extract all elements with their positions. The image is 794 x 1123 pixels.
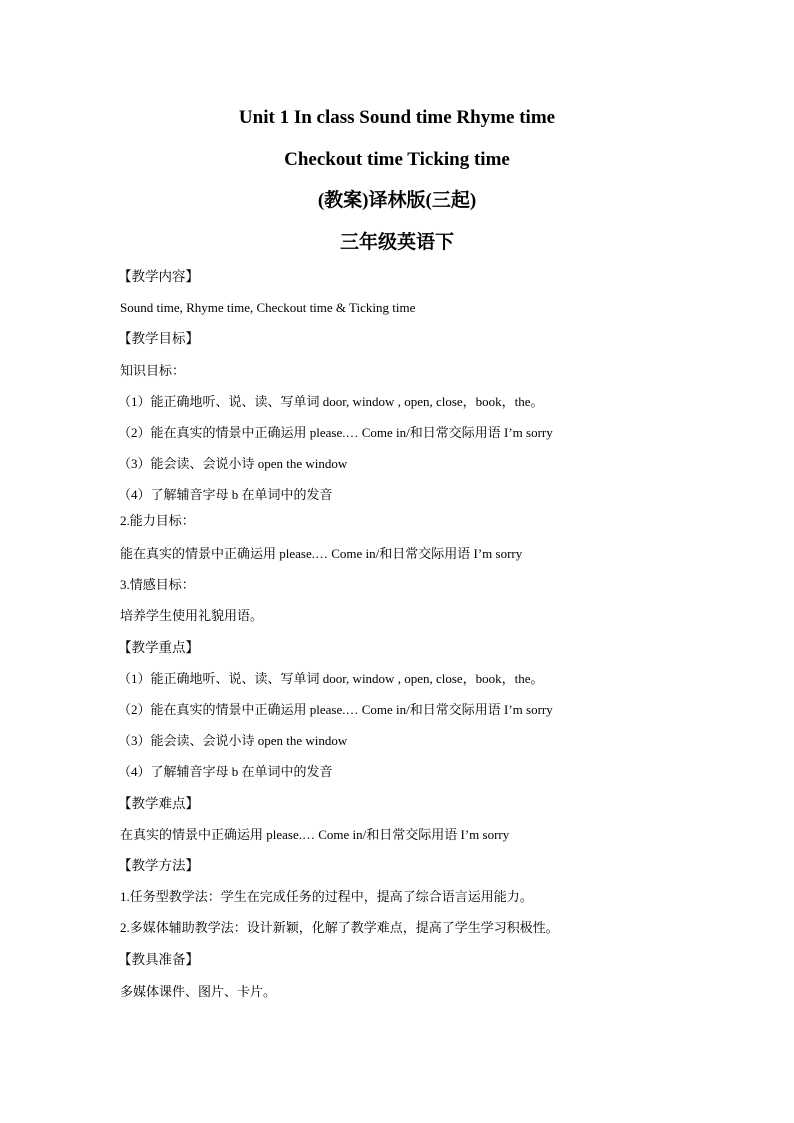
title-line-4: 三年级英语下 [339,232,454,253]
title-line-1: Unit 1 In class Sound time Rhyme time [238,107,556,128]
method-item: 1.任务型教学法：学生在完成任务的过程中，提高了综合语言运用能力。 [120,889,533,904]
content-text: Sound time, Rhyme time, Checkout time & Ticking time [120,300,416,315]
keypoints-item: （2）能在真实的情景中正确运用 please.… Come in/和日常交际用语 I’m sorry [118,702,553,717]
knowledge-item: （4）了解辅音字母 b 在单词中的发音 [118,487,333,502]
keypoints-heading: 【教学重点】 [118,640,199,655]
ability-label: 2.能力目标： [120,513,195,528]
keypoints-item: （4）了解辅音字母 b 在单词中的发音 [118,764,333,779]
knowledge-label: 知识目标： [120,363,186,378]
title-line-3: (教案)译林版(三起) [317,190,477,211]
knowledge-item: （3）能会读、会说小诗 open the window [118,456,348,471]
method-heading: 【教学方法】 [118,858,199,873]
keypoints-item: （1）能正确地听、说、读、写单词 door, window , open, close，book，the。 [118,671,544,686]
emotion-text: 培养学生使用礼貌用语。 [120,608,264,623]
ability-text: 能在真实的情景中正确运用 please.… Come in/和日常交际用语 I’m sorry [120,546,523,561]
tools-heading: 【教具准备】 [118,952,199,967]
emotion-label: 3.情感目标： [120,577,195,592]
keypoints-item: （3）能会读、会说小诗 open the window [118,733,348,748]
knowledge-item: （2）能在真实的情景中正确运用 please.… Come in/和日常交际用语 I’m sorry [118,425,553,440]
difficulty-heading: 【教学难点】 [118,796,199,811]
title-line-2: Checkout time Ticking time [284,149,510,170]
knowledge-item: （1）能正确地听、说、读、写单词 door, window , open, close，book，the。 [118,394,544,409]
goals-heading: 【教学目标】 [118,331,199,346]
difficulty-text: 在真实的情景中正确运用 please.… Come in/和日常交际用语 I’m sorry [120,827,510,842]
content-heading: 【教学内容】 [118,269,199,284]
method-item: 2.多媒体辅助教学法：设计新颖，化解了教学难点，提高了学生学习积极性。 [120,920,559,935]
tools-text: 多媒体课件、图片、卡片。 [120,984,277,999]
